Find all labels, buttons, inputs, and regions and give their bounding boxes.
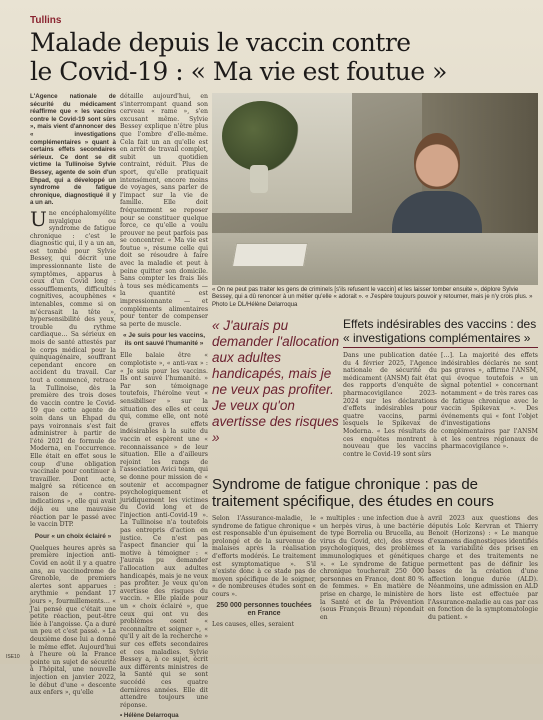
person-head-shape [414, 133, 460, 189]
box-title-effets: Effets indésirables des vaccins : des « investigations complémentaires » [343, 317, 537, 345]
byline: Hélène Delarroqua [123, 712, 179, 720]
portrait-photo [212, 93, 538, 285]
box-title-syndrome [212, 476, 538, 510]
drop-cap: U [30, 206, 47, 231]
headline [30, 28, 530, 86]
article-body-1: ne encéphalomyélite myalgique ou syndrome de fatigue chronique : c'est le diagnostic qui, il y a un an, est tombé pour Sylvie Bessey, qui décrit une impressionnante liste de symptômes, apparus à ceux d'un Covid long : essoufflements, difficultés cognitives, acouphènes « intenables, comme si on m'écrasait la tête », hypersensibilité des yeux, trouble du rythme cardiaque… Sa sérieux en mois de santé attestés par le corps médical pour la quinquagénaire, souffrant cependant encore en accident du travail. Car tout a commencé, retrace la Tullinoise, dès la première des trois doses de vaccin contre le Covid-19 que cette agente de soin dans un Ehpad du pays voironnais s'est fait administrer à partir de l'été 2021 de formule de Moderna, en l'occurrence. Elle était en effet sous le coup d'une obligation vaccinale pour continuer à travailler. Dont acte, malgré sa réticence en raison de « contre-indications », elle qui avait déjà eu une mauvaise réaction par le passé avec le vaccin DTP. [30, 209, 116, 529]
article-column-1 [30, 93, 116, 697]
box2-text-a-end: Les causes, elles, seraient [212, 620, 294, 628]
box-title-syndrome-line-1: Syndrome de fatigue chronique : pas de [212, 476, 479, 493]
article-intro: L'Agence nationale de sécurité du médicament réaffirme que « les vaccins contre le Covid-19 sont sûrs », mais vient d'annoncer des « investigations complémentaires » quant à certains effets secondaires sérieux. Ce dont se dit victime la Tullinoise Sylvie Bessey, agente de soin d'un Ehpad, qui a développé un syndrome de fatigue chronique, diagnostiqué il y a un an. [30, 93, 116, 207]
pull-quote: « J'aurais pu demander l'allocation aux adultes handicapés, mais je ne veux pas profiter. Je veux qu'on avertisse des risques » [212, 318, 340, 445]
headline-line-1: Malade depuis le vaccin contre [30, 28, 411, 57]
vase-shape [250, 165, 268, 193]
article-column-2: détaille aujourd'hui, en s'interrompant quand son cerveau « rame », s'en excusant même. Sylvie Bessey explique n'être plus que l'ombre d'elle-même. Cela fait un an qu'elle est en arrêt de travail complet, subit un quotidien contraint, réduit. Plus de sport, qu'elle pratiquait intensément, encore moins de voyages, sans parler de l'impact sur la vie de famille. Elle doit fréquemment se reposer pour se constituer quelque force, ce qu'elle a voulu prouver ne peut parfois pas se concentrer. « Ma vie est foutue », résume celle qui doit se résoudre à faire avec la maladie et peut à peine quitter son domicile. Sans compter les frais liés à tous ses médicaments — la quantité est impressionnante — et compléments alimentaires pour tenter de compenser sa perte de muscle. « Je suis pour les vaccins, ils ont sauvé l'humanité » Elle balaie être « complotiste », « anti-vax » : « Je suis pour les vaccins. Ils ont sauvé l'humanité. » Par son témoignage toutefois, l'héroïne veut « sensibiliser » sur la situation des elles et ceux qui, comme elle, ont noté de graves effets indésirables à la suite du vaccin et espèrent une « reconnaissance » de leur situation. Elle a d'ailleurs rejoint les rangs de l'association Avici team, qui se donne pour mission de « soutenir et accompagner psychologiquement et juridiquement les victimes du Covid long et de l'injection anti-Covid-19 ». La Tullinoise n'a toutefois pas entrepris d'action en justice. Ce n'est pas l'aspect financier qui la motive à témoigner : « J'aurais pu demander l'allocation aux adultes handicapés, mais je ne veux pas profiter. Je veux qu'on avertisse des risques du vaccin. » Elle plaide pour un « choix éclairé », que ceux qui ont vu des problèmes osent « reconnaître et soigner », « qu'il y ait de la recherche » sur ces effets secondaires et ces maladies. Sylvie Bessey a, à ce sujet, écrit aux différents ministres de la Santé qui se sont succédé ces quatre dernières années. Elle dit attendre toujours une réponse. • Hélène Delarroqua [120, 93, 208, 720]
box2-column-c: avril 2023 aux questions des députés Loïc Kervran et Thierry Benoit (Horizons) : « Le manque d'examens diagnostiques identifiés et la variabilité des prises en charge et des traitements ne permettent pas de définir les bases de la création d'une affection longue durée (ALD). Néanmoins, une admission en ALD hors liste est effectuée par l'Assurance-maladie au cas par cas en fonction de la symptomatologie du patient. » [428, 515, 538, 621]
article-body-2: Quelques heures après sa première injection anti-Covid en août il y a quatre ans, au vaccinodrome de Grenoble, de premiers alertes sont apparues : arythmie « pendant 17 jours », fourmillements… « J'ai pensé que c'était une petite réaction, peut-être liée à l'angoisse. Ça a duré un peu et c'est passé. » La deuxième dose lui a donné le même effet. Aujourd'hui à l'heure où la France pointe un sujet de sécurité à l'hôpital, une nouvelle injection en janvier 2022, le début d'une « descente aux enfers », qu'elle [30, 544, 116, 697]
box-title-syndrome-line-2: traitement spécifique, des études en cours [212, 493, 494, 510]
article-body-4: Elle balaie être « complotiste », « anti-vax » : « Je suis pour les vaccins. Ils ont sauvé l'humanité. » Par son témoignage toutefois, l'héroïne veut « sensibiliser » sur la situation des elles et ceux qui, comme elle, ont noté de graves effets indésirables à la suite du vaccin et espèrent une « reconnaissance » de leur situation. Elle a d'ailleurs rejoint les rangs de l'association Avici team, qui se donne pour mission de « soutenir et accompagner psychologiquement et juridiquement les victimes du Covid long et de l'injection anti-Covid-19 ». La Tullinoise n'a toutefois pas entrepris d'action en justice. Ce n'est pas l'aspect financier qui la motive à témoigner : « J'aurais pu demander l'allocation aux adultes handicapés, mais je ne veux pas profiter. Je veux qu'on avertisse des risques du vaccin. » Elle plaide pour un « choix éclairé », que ceux qui ont vu des problèmes osent « reconnaître et soigner », « qu'il y ait de la recherche » sur ces effets secondaires et ces maladies. Sylvie Bessey a, à ce sujet, écrit aux différents ministres de la Santé qui se sont succédé ces quatre dernières années. Elle dit attendre toujours une réponse. [120, 352, 208, 709]
box1-text-right: […]. La majorité des effets indésirables déclarés ne sont pas graves », affirme l'ANSM, qui évoque toutefois « un signal potentiel » concernant notamment « de très rares cas de fatigue chronique avec le vaccin Spikevax ». Des événements qui « font l'objet d'investigations complémentaires par l'ANSM et les centres régionaux de pharmacovigilance ». [441, 352, 538, 451]
photo-caption: « On ne peut pas traiter les gens de criminels [s'ils refusent le vaccin] et les laisser tomber ensuite », déplore Sylvie Bessey, qui a dû renoncer à un métier qu'elle « adorait ». « J'espère toujours pouvoir y retourner, mais je n'y crois plus. » Photo Le DL/Hélène Delarroqua [212, 287, 533, 308]
article-body-3: détaille aujourd'hui, en s'interrompant quand son cerveau « rame », s'en excusant même. Sylvie Bessey explique n'être plus que l'ombre d'elle-même. Cela fait un an qu'elle est en arrêt de travail complet, subit un quotidien contraint, réduit. Plus de sport, qu'elle pratiquait intensément, encore moins de voyages, sans parler de l'impact sur la vie de famille. Elle doit fréquemment se reposer pour se constituer quelque force, ce qu'elle a voulu prouver ne peut parfois pas se concentrer. « Ma vie est foutue », résume celle qui doit se résoudre à faire avec la maladie et peut à peine quitter son domicile. Sans compter les frais liés à tous ses médicaments — la quantité est impressionnante — et compléments alimentaires pour tenter de compenser sa perte de muscle. [120, 93, 208, 328]
headline-line-2: le Covid-19 : « Ma vie est foutue » [30, 57, 447, 86]
plant-shape [222, 101, 300, 171]
subhead-vaccins: « Je suis pour les vaccins, ils ont sauvé l'humanité » [122, 332, 205, 348]
box2-column-a [212, 515, 316, 655]
box2-text-a: Selon l'Assurance-maladie, le syndrome de fatigue chronique « est responsable d'un épuisement prolongé et de la survenue de malaises après la réalisation d'efforts modérés. Le traitement est symptomatique ». S'il n'existe donc à ce stade pas de moyen spécifique de le soigner, « de nombreuses études sont en cours ». [212, 515, 316, 598]
page-folio: ISE10 [6, 654, 20, 660]
section-kicker: Tullins [30, 15, 62, 26]
subhead-choix-eclaire: Pour « un choix éclairé » [34, 532, 112, 540]
box2-column-b: « multiples : une infection due à un herpès virus, à une bactérie de type Borrelia ou Brucella, au virus du Covid, etc), des stress psychologiques, des problèmes immunologiques et génétiques ». « Le syndrome de fatigue chronique toucherait 250 000 personnes en France, dont 80 % de femmes. » En matière de prise en charge, le ministère de la Santé et de la Prévention (sous François Braun) répondait en [320, 515, 424, 621]
box-rule [343, 347, 538, 348]
box1-text-left: Dans une publication datée du 4 février 2025, l'Agence nationale de sécurité du médicament (ANSM) fait état des rapports d'enquête de pharmacovigilance 2023-2024 sur les déclarations d'effets indésirables pour quatre vaccins, parmi lesquels le Spikevax de Moderna. « Les résultats de ces enquêtes montrent à nouveau que les vaccins contre le Covid-19 sont sûrs [343, 352, 437, 458]
device-shape [232, 243, 308, 267]
stat-highlight: 250 000 personnes touchées en France [216, 601, 312, 617]
